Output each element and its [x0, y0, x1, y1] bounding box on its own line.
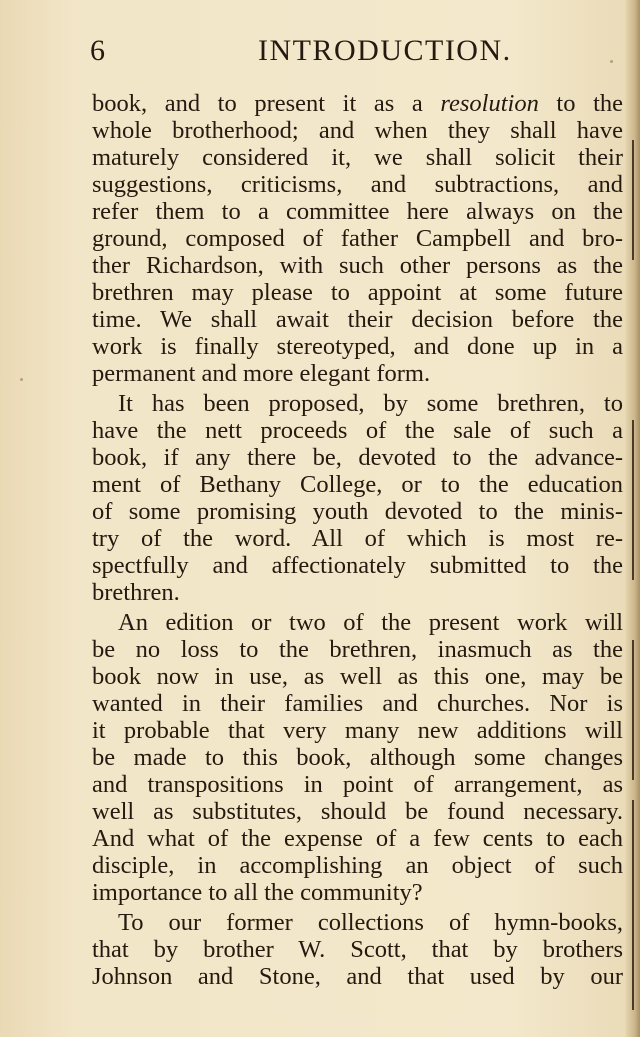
text-line: And what of the expense of a few cents to each [92, 825, 623, 852]
text-line: Johnson and Stone, and that used by our [92, 963, 623, 990]
edge-line [632, 640, 634, 780]
text-line: it probable that very many new additions will [92, 717, 623, 744]
italic-word: resolution [440, 90, 539, 117]
page-edge-shadow [626, 0, 640, 1037]
text-line: refer them to a committee here always on the [92, 198, 623, 225]
text-line: permanent and more elegant form. [92, 360, 431, 387]
text-line: be no loss to the brethren, inasmuch as the [92, 636, 623, 663]
text-line: To our former collections of hymn-books, [118, 909, 623, 936]
text-line: of some promising youth devoted to the minis- [92, 498, 623, 525]
edge-line [632, 420, 634, 580]
text-line: suggestions, criticisms, and subtractions, and [92, 171, 623, 198]
text-line: well as substitutes, should be found necessary. [92, 798, 623, 825]
text-line: book, and to present it as a resolution to the [92, 90, 624, 117]
body-text [92, 90, 623, 990]
text-line: spectfully and affectionately submitted to the [92, 552, 623, 579]
text-line: ther Richardson, with such other persons as the [92, 252, 623, 279]
running-head: INTRODUCTION. [258, 34, 512, 67]
text-line: wanted in their families and churches. Nor is [92, 690, 623, 717]
text-line: that by brother W. Scott, that by brothers [92, 936, 623, 963]
text-line: and transpositions in point of arrangement, as [92, 771, 623, 798]
text-line: ment of Bethany College, or to the education [92, 471, 623, 498]
text-line: book now in use, as well as this one, may be [92, 663, 623, 690]
paper-speck [20, 378, 23, 381]
text-line: maturely considered it, we shall solicit their [92, 144, 623, 171]
text-line: time. We shall await their decision before the [92, 306, 623, 333]
text-line: be made to this book, although some changes [92, 744, 623, 771]
text-line: An edition or two of the present work will [118, 609, 623, 636]
text-line: have the nett proceeds of the sale of such a [92, 417, 623, 444]
text-line: disciple, in accomplishing an object of such [92, 852, 623, 879]
text-line: brethren. [92, 579, 180, 606]
text-line: brethren may please to appoint at some future [92, 279, 623, 306]
page-number: 6 [90, 34, 105, 67]
text-line: work is finally stereotyped, and done up in a [92, 333, 623, 360]
text-line: whole brotherhood; and when they shall have [92, 117, 623, 144]
text-line: It has been proposed, by some brethren, to [118, 390, 623, 417]
edge-line [632, 800, 634, 1010]
text-line: ground, composed of father Campbell and bro- [92, 225, 623, 252]
page-header [0, 34, 640, 74]
text-line: book, if any there be, devoted to the advance- [92, 444, 623, 471]
text-line: try of the word. All of which is most re- [92, 525, 623, 552]
text-line: importance to all the community? [92, 879, 423, 906]
edge-line [632, 140, 634, 260]
